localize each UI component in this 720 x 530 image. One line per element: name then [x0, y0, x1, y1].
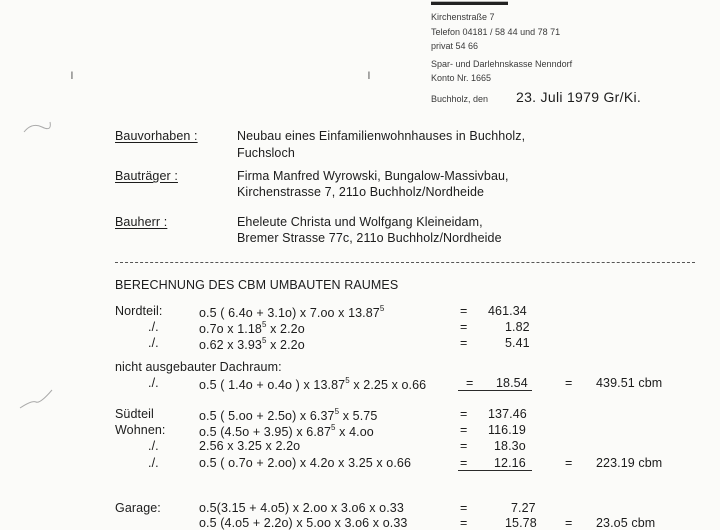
calculation-heading: BERECHNUNG DES CBM UMBAUTEN RAUMES — [115, 278, 399, 292]
row-formula: o.5 (4.5o + 3.95) x 6.87$^5$ x 4.oo — [199, 423, 374, 439]
row-equals: = — [460, 501, 468, 515]
row-equals-total: = — [565, 516, 573, 530]
row-equals: = — [460, 456, 468, 470]
letterhead-bank: Spar- und Darlehnskasse Nenndorf — [431, 59, 573, 69]
row-value: 18.54 — [496, 376, 528, 390]
bautraeger-line1: Firma Manfred Wyrowski, Bungalow-Massivbau, — [237, 169, 509, 183]
letterhead-account: Konto Nr. 1665 — [431, 73, 492, 83]
row-formula: o.5 ( 6.4o + 3.1o) x 7.oo x 13.87$^5$ — [199, 304, 385, 320]
scan-mark: ı — [367, 66, 371, 82]
row-value: 116.19 — [488, 423, 526, 437]
letterhead-phone: Telefon 04181 / 58 44 und 78 71 — [431, 27, 561, 37]
scan-mark: ı — [70, 66, 74, 82]
dachraum-heading: nicht ausgebauter Dachraum: — [115, 360, 282, 374]
label-bautraeger: Bauträger : — [115, 169, 178, 183]
row-total: 223.19 cbm — [596, 456, 663, 470]
row-formula: 2.56 x 3.25 x 2.2o — [199, 439, 301, 453]
letterhead-private: privat 54 66 — [431, 41, 479, 51]
row-value: 1.82 — [505, 320, 530, 334]
row-formula: o.5 (4.o5 + 2.2o) x 5.oo x 3.o6 x o.33 — [199, 516, 408, 530]
row-formula: o.5 ( o.7o + 2.oo) x 4.2o x 3.25 x o.66 — [199, 456, 412, 470]
row-value: 12.16 — [494, 456, 526, 470]
row-label: ./. — [148, 376, 159, 390]
row-formula: o.62 x 3.93$^5$ x 2.2o — [199, 336, 305, 352]
row-formula: o.5 ( 5.oo + 2.5o) x 6.37$^5$ x 5.75 — [199, 407, 378, 423]
row-label: Garage: — [115, 501, 161, 515]
row-total: 439.51 cbm — [596, 376, 663, 390]
letterhead-place-label: Buchholz, den — [431, 94, 489, 104]
row-value: 137.46 — [488, 407, 527, 421]
row-value: 18.3o — [494, 439, 526, 453]
row-formula: o.7o x 1.18$^5$ x 2.2o — [199, 320, 305, 336]
bauvorhaben-line2: Fuchsloch — [237, 146, 295, 160]
row-label: ./. — [148, 336, 159, 350]
row-equals-total: = — [565, 376, 573, 390]
scan-squiggle — [22, 118, 52, 136]
row-value: 7.27 — [511, 501, 536, 515]
row-label: Nordteil: — [115, 304, 163, 318]
row-value: 461.34 — [488, 304, 527, 318]
row-equals: = — [460, 423, 468, 437]
letterhead-street: Kirchenstraße 7 — [431, 12, 495, 22]
label-bauherr: Bauherr : — [115, 215, 168, 229]
bauherr-line1: Eheleute Christa und Wolfgang Kleineidam, — [237, 215, 483, 229]
row-label: ./. — [148, 456, 159, 470]
row-value: 15.78 — [505, 516, 537, 530]
row-label: Wohnen: — [115, 423, 166, 437]
row-equals: = — [460, 439, 468, 453]
row-equals: = — [460, 304, 468, 318]
scan-squiggle — [18, 388, 54, 412]
row-label: Südteil — [115, 407, 154, 421]
label-bauvorhaben: Bauvorhaben : — [115, 129, 198, 143]
row-label: ./. — [148, 439, 159, 453]
bauvorhaben-line1: Neubau eines Einfamilienwohnhauses in Buchholz, — [237, 129, 526, 143]
subtotal-underline — [458, 390, 532, 391]
bautraeger-line2: Kirchenstrasse 7, 211o Buchholz/Nordheide — [237, 185, 485, 199]
row-equals: = — [460, 336, 468, 350]
row-formula: o.5(3.15 + 4.o5) x 2.oo x 3.o6 x o.33 — [199, 501, 404, 515]
row-value: 5.41 — [505, 336, 530, 350]
row-equals: = — [460, 320, 468, 334]
letter-date-reference: 23. Juli 1979 Gr/Ki. — [516, 89, 642, 105]
subtotal-underline — [458, 470, 532, 471]
row-equals: = — [460, 407, 468, 421]
dashed-separator — [115, 262, 695, 263]
row-equals: = — [466, 376, 474, 390]
row-formula: o.5 ( 1.4o + o.4o ) x 13.87$^5$ x 2.25 x o.66 — [199, 376, 427, 392]
row-equals-total: = — [565, 456, 573, 470]
bauherr-line2: Bremer Strasse 77c, 211o Buchholz/Nordheide — [237, 231, 502, 245]
row-label: ./. — [148, 320, 159, 334]
row-total: 23.o5 cbm — [596, 516, 656, 530]
letterhead-cropped-name: ▬▬▬▬▬▬▬ — [431, 0, 508, 8]
row-equals: = — [460, 516, 468, 530]
